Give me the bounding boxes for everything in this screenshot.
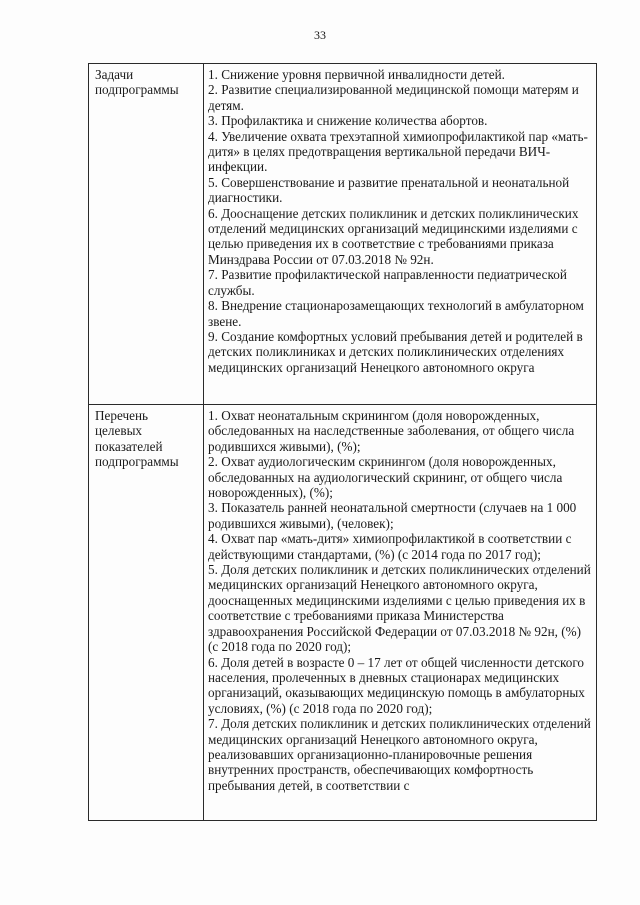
table-row-indicators [89,405,597,821]
indicator-item: 2. Охват аудиологическим скринингом (доля новорожденных, обследованных на аудиологический скрининг, от общего числа новорожденных), (%); [208,454,563,501]
tasks-label-line: подпрограммы [95,82,179,98]
task-item: 6. Дооснащение детских поликлиник и детских поликлинических отделений медицинских организаций медицинскими изделиями с целью приведения их в соответствие с требованиями приказа Минздрава России от 07.03.2018 № 92н. [208,205,579,267]
indicator-item: 5. Доля детских поликлиник и детских поликлинических отделений медицинских организаций Ненецкого автономного округа, дооснащенных медицинскими изделиями с целью приведения их в соответствие с требованиями приказа Министерства здравоохранения Российской Федерации от 07.03.2018 № 92н, (%) (с 2018 года по 2020 год); [208,562,591,655]
task-item: 3. Профилактика и снижение количества абортов. [208,113,488,129]
tasks-content-cell [204,64,597,405]
task-item: 7. Развитие профилактической направленности педиатрической службы. [208,267,567,298]
indicators-label-line: подпрограммы [95,454,179,470]
tasks-label-line: Задачи [95,67,134,82]
task-item: 9. Создание комфортных условий пребывания детей и родителей в детских поликлиниках и детских поликлинических отделениях медицинских организаций Ненецкого автономного округа [208,328,583,375]
indicators-label-line: показателей [95,438,163,454]
indicator-item: 4. Охват пар «мать-дитя» химиопрофилактикой в соответствии с действующими стандартами, (%) (с 2014 года по 2017 год); [208,531,572,562]
indicator-item: 7. Доля детских поликлиник и детских поликлинических отделений медицинских организаций Ненецкого автономного округа, реализовавших организационно-планировочные решения внутренних пространств, обеспечивающих комфортность пребывания детей, в соответствии с [208,716,591,793]
page-number: 33 [314,28,326,42]
indicators-label-line: целевых [95,423,143,439]
task-item: 8. Внедрение стационарозамещающих технологий в амбулаторном звене. [208,298,584,329]
table-row-tasks [89,64,597,405]
indicator-item: 6. Доля детей в возрасте 0 – 17 лет от общей численности детского населения, пролеченных в дневных стационарах медицинских организаций, оказывающих медицинскую помощь в амбулаторных условиях, (%) (с 2018 года по 2020 год); [208,654,585,716]
program-table [88,63,597,821]
task-item: 1. Снижение уровня первичной инвалидности детей. [208,67,505,82]
task-item: 2. Развитие специализированной медицинской помощи матерям и детям. [208,82,579,113]
indicators-content-cell [204,405,597,821]
indicator-item: 1. Охват неонатальным скринингом (доля новорожденных, обследованных на наследственные заболевания, от общего числа родившихся живыми), (%); [208,408,575,454]
tasks-label-cell [89,64,204,405]
indicators-label-cell [89,405,204,821]
task-item: 4. Увеличение охвата трехэтапной химиопрофилактикой пар «мать-дитя» в целях предотвращения вертикальной передачи ВИЧ-инфекции. [208,128,588,175]
task-item: 5. Совершенствование и развитие пренатальной и неонатальной диагностики. [208,174,570,206]
indicator-item: 3. Показатель ранней неонатальной смертности (случаев на 1 000 родившихся живыми), (человек); [208,500,577,531]
indicators-label-line: Перечень [95,408,149,423]
